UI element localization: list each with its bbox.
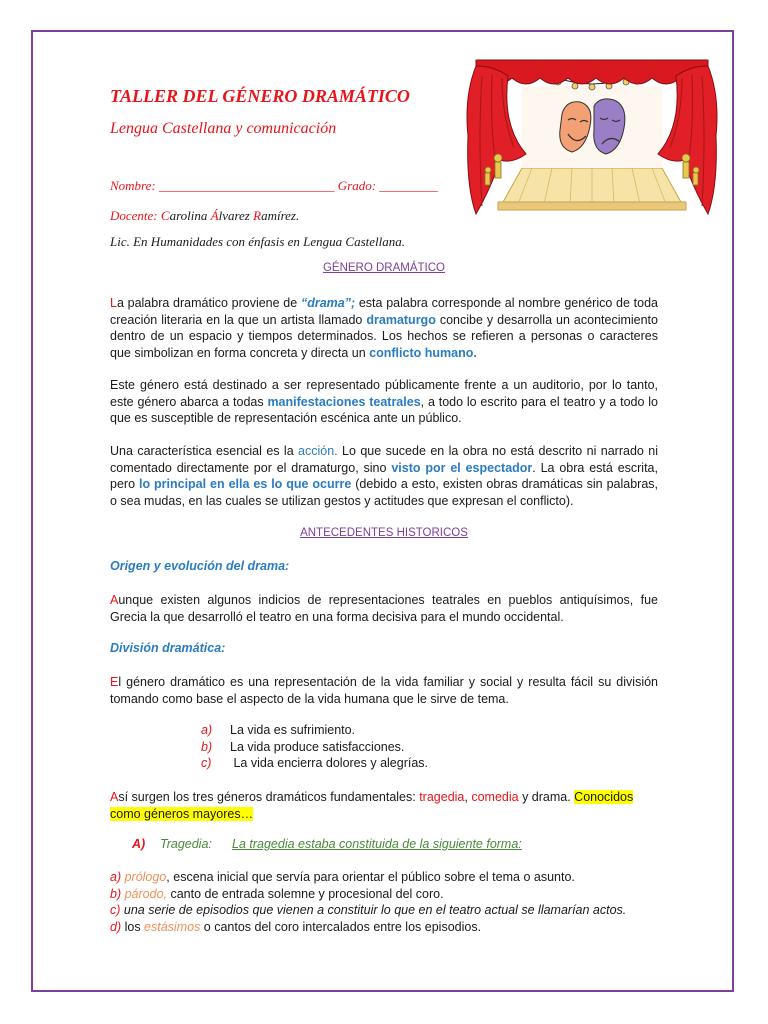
tragedia-marker: A) — [132, 837, 146, 851]
paragraph-audience — [110, 377, 658, 427]
part-marker: c) — [110, 903, 124, 917]
list-item — [201, 740, 404, 754]
docente-name-part: amírez. — [261, 208, 300, 223]
part-marker: a) — [110, 870, 125, 884]
paragraph-origin — [110, 592, 658, 625]
list-text: La vida es sufrimiento. — [230, 723, 356, 737]
term-visto: visto por el espectador — [391, 460, 533, 475]
origen-heading: Origen y evolución del drama: — [110, 559, 290, 573]
tragedia-part-estasimos — [110, 920, 481, 934]
text-span: (debido a esto, existen obras dramáticas sin palabras, o sea mudas, en las cuales se utilizan gestos y actitudes que expresan el conflicto). — [110, 477, 658, 508]
tragedia-label: Tragedia: — [160, 837, 212, 851]
term-manifestaciones: manifestaciones teatrales — [267, 394, 421, 409]
paragraph-definition — [110, 295, 658, 361]
text-span: a palabra dramático proviene de — [116, 296, 301, 310]
drop-initial: A — [110, 593, 119, 607]
text-span: esta palabra corresponde al nombre genérico de toda creación literaria en la que un artista llamado — [110, 296, 658, 327]
grado-label: Grado: _________ — [337, 178, 438, 193]
text-span: Una característica esencial es la — [110, 444, 299, 458]
text-span: los — [124, 920, 145, 934]
term-accion: acción. — [298, 444, 338, 458]
list-marker: b) — [201, 740, 213, 754]
text-span: sí surgen los tres géneros dramáticos fundamentales: — [118, 790, 420, 804]
teacher-degree: Lic. En Humanidades con énfasis en Lengua Castellana. — [110, 234, 406, 249]
term-parodo: párodo, — [124, 887, 167, 901]
list-marker: c) — [201, 756, 212, 770]
text-span: . La obra está escrita, pero — [110, 460, 658, 491]
list-item — [201, 756, 428, 770]
drop-initial: A — [110, 790, 119, 804]
paragraph-action — [110, 443, 658, 509]
term-dramaturgo: dramaturgo — [366, 312, 436, 327]
docente-initial-c: C — [160, 208, 170, 223]
drop-initial: L — [110, 296, 117, 310]
theater-stage-icon — [462, 56, 722, 224]
antecedentes-heading: ANTECEDENTES HISTORICOS — [300, 527, 468, 539]
page-subtitle: Lengua Castellana y comunicación — [110, 120, 337, 137]
nombre-label: Nombre: ___________________________ — [110, 178, 335, 193]
part-marker: b) — [110, 887, 125, 901]
student-name-line — [110, 178, 438, 194]
term-drama: “drama”; — [300, 296, 356, 310]
tragedia-part-episodios — [110, 903, 626, 917]
tragedia-part-prologo — [110, 870, 575, 884]
division-heading: División dramática: — [110, 641, 226, 655]
tragedia-heading — [132, 837, 522, 851]
list-text: La vida produce satisfacciones. — [230, 740, 405, 754]
highlighted-text: Conocidos como géneros mayores… — [110, 790, 634, 821]
term-estasimos: estásimos — [144, 920, 201, 934]
text-span: o cantos del coro intercalados entre los episodios. — [200, 920, 482, 934]
text-span: una serie de episodios que vienen a constituir lo que en el teatro actual se llamarían actos. — [123, 903, 627, 917]
text-span: concibe y desarrolla un acontecimiento dentro de un espacio y tiempos determinados. Los hechos se refieren a personas o caracteres que simbolizan en forma concreta y directa un — [110, 312, 658, 360]
text-span: canto de entrada solemne y procesional del coro. — [167, 887, 444, 901]
docente-name-part: lvarez — [218, 208, 254, 223]
list-marker: a) — [201, 723, 213, 737]
paragraph-genres — [110, 789, 658, 822]
paragraph-division — [110, 674, 658, 707]
genero-dramatico-heading: GÉNERO DRAMÁTICO — [322, 262, 446, 274]
term-prologo: prólogo — [124, 870, 167, 884]
text-span: y drama. — [518, 790, 575, 804]
text-span: , a todo lo escrito para el teatro y a todo lo que es susceptible de representación escénica ante un público. — [110, 394, 658, 425]
tragedia-part-parodo — [110, 887, 444, 901]
list-text: La vida encierra dolores y alegrías. — [230, 756, 429, 770]
text-span: unque existen algunos indicios de representaciones teatrales en pueblos antiquísimos, fue Grecia la que desarrolló el teatro en una forma decisiva para el mundo occidental. — [110, 593, 658, 624]
term-comedia: comedia — [471, 790, 519, 804]
teacher-line — [110, 208, 299, 224]
text-span: , — [464, 790, 472, 804]
text-span: Este género está destinado a ser representado públicamente frente a un auditorio, por lo tanto, este género abarca a todas — [110, 378, 658, 409]
term-conflicto: conflicto humano. — [369, 345, 477, 360]
docente-name-part: arolina — [169, 208, 211, 223]
text-span: , escena inicial que servía para orientar el público sobre el tema o asunto. — [166, 870, 575, 884]
term-tragedia: tragedia — [419, 790, 465, 804]
text-span: l género dramático es una representación de la vida familiar y social y resulta fácil su división tomando como base el aspecto de la vida humana que le sirve de tema. — [110, 675, 658, 706]
text-span: Lo que sucede en la obra no está descrito ni narrado ni comentado directamente por el dramaturgo, sino — [110, 444, 658, 475]
docente-label: Docente: — [110, 208, 161, 223]
term-principal: lo principal en ella es lo que ocurre — [138, 477, 352, 491]
tragedia-description: La tragedia estaba constituida de la siguiente forma: — [232, 837, 522, 851]
docente-initial-a: Á — [210, 208, 219, 223]
list-item — [201, 723, 355, 737]
drop-initial: E — [110, 675, 119, 689]
docente-initial-r: R — [253, 208, 262, 223]
part-marker: d) — [110, 920, 125, 934]
page-title: TALLER DEL GÉNERO DRAMÁTICO — [110, 86, 410, 106]
